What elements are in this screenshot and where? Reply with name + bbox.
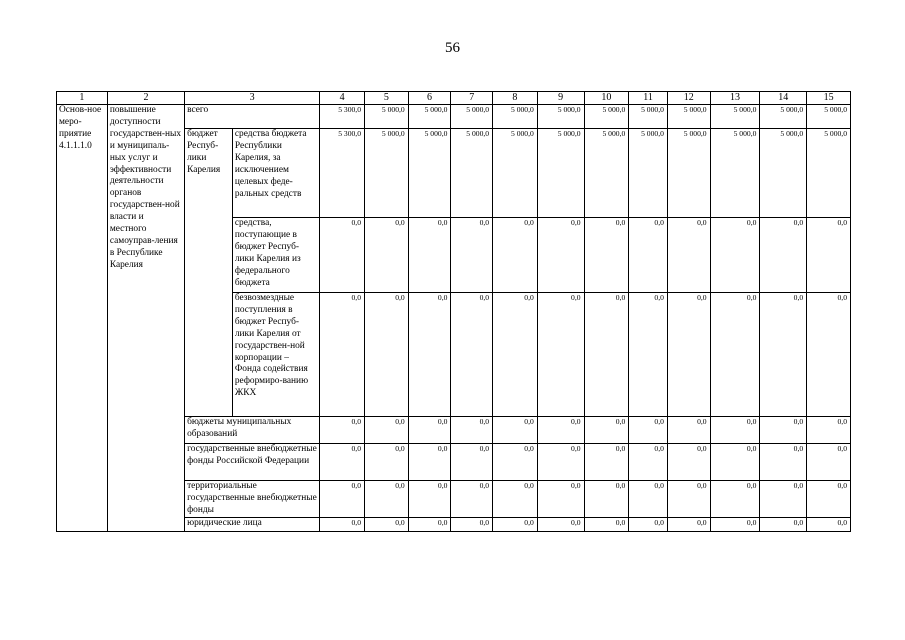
value-cell: 0,0 <box>408 218 451 293</box>
value-cell: 5 000,0 <box>807 129 851 218</box>
value-cell: 0,0 <box>493 417 538 444</box>
header-cell: 8 <box>493 92 538 105</box>
header-cell: 3 <box>185 92 320 105</box>
value-cell: 0,0 <box>710 518 760 532</box>
value-cell: 0,0 <box>760 518 807 532</box>
value-cell: 0,0 <box>629 518 668 532</box>
header-cell: 2 <box>107 92 184 105</box>
value-cell: 0,0 <box>807 444 851 481</box>
value-cell: 0,0 <box>320 518 365 532</box>
value-cell: 0,0 <box>584 444 629 481</box>
value-cell: 0,0 <box>365 481 409 518</box>
header-cell: 4 <box>320 92 365 105</box>
value-cell: 0,0 <box>537 417 584 444</box>
value-cell: 5 000,0 <box>667 105 710 129</box>
header-cell: 15 <box>807 92 851 105</box>
value-cell: 0,0 <box>493 293 538 417</box>
value-cell: 0,0 <box>493 518 538 532</box>
value-cell: 0,0 <box>667 218 710 293</box>
value-cell: 0,0 <box>451 444 493 481</box>
value-cell: 5 000,0 <box>493 105 538 129</box>
value-cell: 0,0 <box>408 293 451 417</box>
value-cell: 0,0 <box>629 218 668 293</box>
value-cell: 5 000,0 <box>710 105 760 129</box>
value-cell: 0,0 <box>537 293 584 417</box>
value-cell: 5 000,0 <box>493 129 538 218</box>
source-label: всего <box>185 105 320 129</box>
value-cell: 5 000,0 <box>451 129 493 218</box>
value-cell: 5 000,0 <box>408 129 451 218</box>
value-cell: 0,0 <box>629 444 668 481</box>
value-cell: 0,0 <box>760 218 807 293</box>
source-label: безвозмездные поступления в бюджет Респуб-лики Карелия от государствен-ной корпорации – Фонда содействия реформиро-ванию ЖКХ <box>232 293 319 417</box>
value-cell: 5 000,0 <box>584 105 629 129</box>
value-cell: 5 000,0 <box>760 129 807 218</box>
value-cell: 0,0 <box>710 417 760 444</box>
value-cell: 5 000,0 <box>710 129 760 218</box>
value-cell: 0,0 <box>320 293 365 417</box>
value-cell: 0,0 <box>451 417 493 444</box>
value-cell: 5 000,0 <box>537 105 584 129</box>
value-cell: 0,0 <box>584 218 629 293</box>
value-cell: 0,0 <box>629 417 668 444</box>
value-cell: 0,0 <box>365 417 409 444</box>
value-cell: 0,0 <box>760 481 807 518</box>
value-cell: 0,0 <box>710 218 760 293</box>
value-cell: 5 000,0 <box>807 105 851 129</box>
value-cell: 0,0 <box>667 417 710 444</box>
value-cell: 0,0 <box>537 218 584 293</box>
value-cell: 5 300,0 <box>320 129 365 218</box>
event-name-cell: Основ-ное меро-приятие 4.1.1.1.0 <box>57 105 108 532</box>
goal-cell: повышение доступности государствен-ных и муниципаль-ных услуг и эффективности деятельности органов государствен-ной власти и местного самоуправ-ления в Республике Карелия <box>107 105 184 532</box>
value-cell: 5 000,0 <box>629 105 668 129</box>
value-cell: 5 000,0 <box>760 105 807 129</box>
value-cell: 0,0 <box>537 518 584 532</box>
value-cell: 0,0 <box>667 444 710 481</box>
value-cell: 0,0 <box>667 293 710 417</box>
value-cell: 0,0 <box>493 218 538 293</box>
value-cell: 0,0 <box>451 518 493 532</box>
source-label: бюджеты муниципальных образований <box>185 417 320 444</box>
header-cell: 11 <box>629 92 668 105</box>
value-cell: 0,0 <box>710 444 760 481</box>
value-cell: 5 000,0 <box>584 129 629 218</box>
value-cell: 0,0 <box>760 293 807 417</box>
header-cell: 6 <box>408 92 451 105</box>
value-cell: 0,0 <box>365 293 409 417</box>
value-cell: 5 000,0 <box>629 129 668 218</box>
source-label: территориальные государственные внебюджетные фонды <box>185 481 320 518</box>
value-cell: 5 000,0 <box>667 129 710 218</box>
value-cell: 5 300,0 <box>320 105 365 129</box>
table-row <box>57 105 851 129</box>
value-cell: 5 000,0 <box>451 105 493 129</box>
value-cell: 0,0 <box>451 481 493 518</box>
value-cell: 0,0 <box>537 444 584 481</box>
value-cell: 0,0 <box>365 518 409 532</box>
value-cell: 0,0 <box>629 481 668 518</box>
value-cell: 0,0 <box>365 444 409 481</box>
header-cell: 5 <box>365 92 409 105</box>
value-cell: 5 000,0 <box>365 129 409 218</box>
value-cell: 0,0 <box>408 518 451 532</box>
header-cell: 13 <box>710 92 760 105</box>
value-cell: 5 000,0 <box>408 105 451 129</box>
value-cell: 0,0 <box>584 518 629 532</box>
value-cell: 0,0 <box>807 293 851 417</box>
header-cell: 9 <box>537 92 584 105</box>
value-cell: 0,0 <box>584 293 629 417</box>
value-cell: 0,0 <box>408 444 451 481</box>
value-cell: 0,0 <box>451 218 493 293</box>
value-cell: 0,0 <box>710 293 760 417</box>
value-cell: 0,0 <box>320 417 365 444</box>
value-cell: 0,0 <box>408 481 451 518</box>
budget-rk-label: бюджет Респуб-лики Карелия <box>185 129 233 417</box>
value-cell: 0,0 <box>760 444 807 481</box>
page-number: 56 <box>445 40 460 56</box>
source-label: государственные внебюджетные фонды Российской Федерации <box>185 444 320 481</box>
value-cell: 0,0 <box>408 417 451 444</box>
value-cell: 0,0 <box>807 518 851 532</box>
value-cell: 0,0 <box>451 293 493 417</box>
value-cell: 0,0 <box>667 481 710 518</box>
value-cell: 0,0 <box>584 481 629 518</box>
header-cell: 7 <box>451 92 493 105</box>
value-cell: 0,0 <box>629 293 668 417</box>
value-cell: 0,0 <box>320 218 365 293</box>
value-cell: 0,0 <box>710 481 760 518</box>
value-cell: 0,0 <box>320 444 365 481</box>
value-cell: 5 000,0 <box>537 129 584 218</box>
value-cell: 0,0 <box>365 218 409 293</box>
value-cell: 0,0 <box>667 518 710 532</box>
header-cell: 1 <box>57 92 108 105</box>
source-label: средства, поступающие в бюджет Респуб-лики Карелия из федерального бюджета <box>232 218 319 293</box>
value-cell: 0,0 <box>807 417 851 444</box>
header-cell: 12 <box>667 92 710 105</box>
header-cell: 14 <box>760 92 807 105</box>
value-cell: 0,0 <box>493 444 538 481</box>
header-row <box>57 92 851 105</box>
value-cell: 0,0 <box>760 417 807 444</box>
source-label: средства бюджета Республики Карелия, за исключением целевых феде-ральных средств <box>232 129 319 218</box>
value-cell: 0,0 <box>584 417 629 444</box>
value-cell: 0,0 <box>320 481 365 518</box>
header-cell: 10 <box>584 92 629 105</box>
value-cell: 0,0 <box>807 218 851 293</box>
value-cell: 0,0 <box>537 481 584 518</box>
value-cell: 5 000,0 <box>365 105 409 129</box>
financing-table <box>56 91 851 532</box>
value-cell: 0,0 <box>493 481 538 518</box>
source-label: юридические лица <box>185 518 320 532</box>
value-cell: 0,0 <box>807 481 851 518</box>
